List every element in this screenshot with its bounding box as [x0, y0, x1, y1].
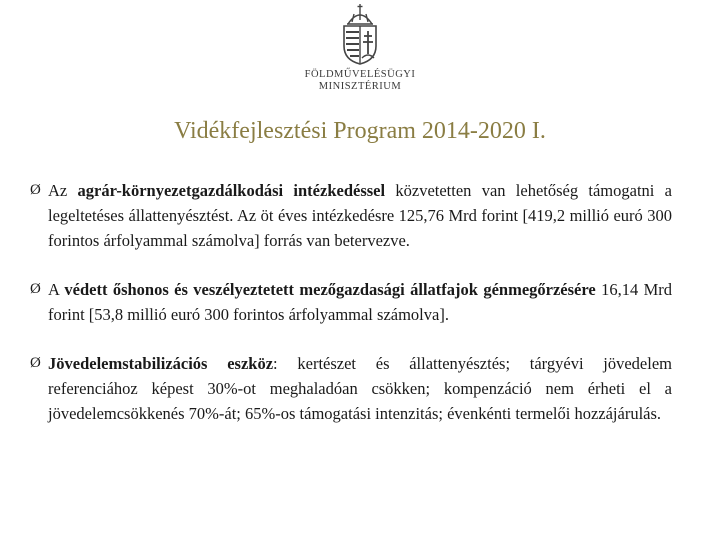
bullet-text: Jövedelemstabilizációs eszköz: kertészet és állattenyésztés; tárgyévi jövedelem referenciához képest 30%-ot meghaladóan csökken; kompenzáció nem érheti el a jövedelemcsökkenés 70%-át; 65%-os támogatási intenzitás; évenkénti termelői hozzájárulás.	[48, 354, 673, 423]
ministry-name-line1: FÖLDMŰVELÉSÜGYI	[304, 69, 416, 80]
bullet-item-agri-environment	[30, 178, 672, 253]
coat-of-arms-icon	[334, 2, 386, 66]
bullet-list	[30, 178, 672, 450]
header-logo	[0, 0, 720, 93]
page-title: Vidékfejlesztési Program 2014-2020 I.	[174, 118, 546, 144]
bullet-item-gene-conservation	[30, 277, 672, 327]
bullet-bold-term: védett őshonos és veszélyeztetett mezőgazdasági állatfajok génmegőrzésére	[64, 280, 596, 299]
arrow-bullet-icon: Ø	[30, 182, 41, 198]
ministry-name	[305, 69, 416, 93]
bullet-bold-term: Jövedelemstabilizációs eszköz	[48, 354, 274, 373]
arrow-bullet-icon: Ø	[30, 281, 41, 297]
ministry-name-line2: MINISZTÉRIUM	[318, 81, 402, 92]
bullet-item-income-stabilisation	[30, 351, 672, 426]
bullet-text: A védett őshonos és veszélyeztetett mezőgazdasági állatfajok génmegőrzésére 16,14 Mrd forint [53,8 millió euró 300 forintos árfolyammal számolva].	[48, 280, 672, 324]
arrow-bullet-icon: Ø	[30, 355, 41, 371]
bullet-text: Az agrár-környezetgazdálkodási intézkedéssel közvetetten van lehetőség támogatni a legeltetéses állattenyésztést. Az öt éves intézkedésre 125,76 Mrd forint [419,2 millió euró 300 forintos árfolyammal számolva] forrás van betervezve.	[48, 181, 672, 250]
bullet-bold-term: agrár-környezetgazdálkodási intézkedéssel	[77, 181, 386, 200]
